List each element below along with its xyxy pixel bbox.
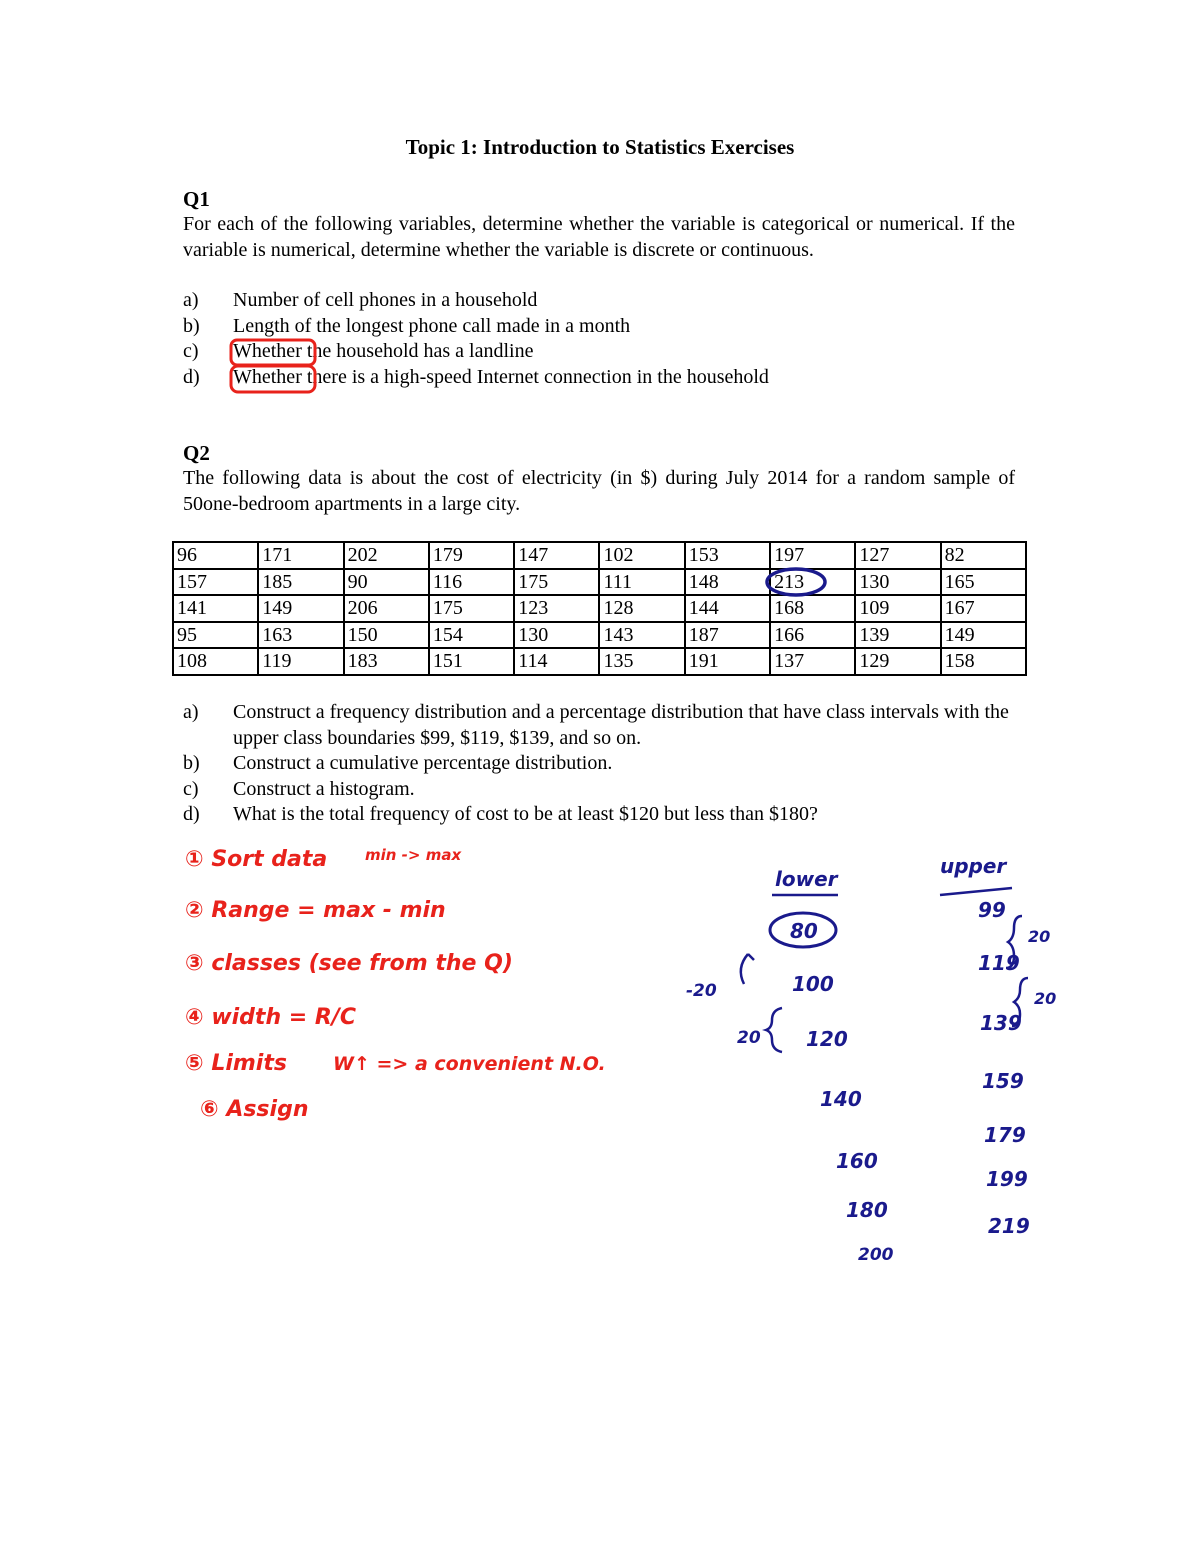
item-label: b) (183, 752, 200, 774)
item-text: Number of cell phones in a household (233, 289, 538, 311)
table-cell: 130 (514, 622, 599, 649)
annotation: -20 (686, 981, 717, 1001)
item-label: c) (183, 777, 199, 800)
q1-heading: Q1 (183, 187, 210, 211)
table-cell: 151 (429, 648, 514, 675)
table-cell: 168 (770, 595, 855, 622)
upper-value: 119 (978, 951, 1020, 975)
table-cell: 187 (685, 622, 770, 649)
item-text: Construct a cumulative percentage distribution. (233, 752, 613, 774)
note-step: ④ width = R/C (185, 1005, 356, 1030)
table-cell: 183 (344, 648, 429, 675)
q2-prompt: The following data is about the cost of electricity (in $) during July 2014 for a random sample of 50one-bedroom apartments in a large city. (183, 467, 1015, 515)
table-cell: 102 (599, 542, 684, 569)
table-cell: 116 (429, 569, 514, 596)
table-cell: 185 (258, 569, 343, 596)
table-cell: 139 (855, 622, 940, 649)
table-cell: 197 (770, 542, 855, 569)
item-text: Whether the household has a landline (233, 340, 534, 362)
item-text: Construct a frequency distribution and a percentage distribution that have class intervals with the upper class boundaries $99, $119, $139, and so on. (233, 701, 1009, 749)
table-cell: 82 (941, 542, 1026, 569)
table-cell: 167 (941, 595, 1026, 622)
upper-value: 179 (984, 1123, 1026, 1147)
upper-value: 199 (986, 1167, 1028, 1191)
table-cell: 144 (685, 595, 770, 622)
table-cell: 143 (599, 622, 684, 649)
item-label: a) (183, 289, 199, 311)
upper-value: 219 (988, 1214, 1030, 1238)
bracket-mark (766, 1008, 782, 1052)
table-cell: 206 (344, 595, 429, 622)
value-213-circle (767, 569, 825, 595)
lower-value: 100 (792, 972, 834, 996)
item-label: c) (183, 340, 199, 362)
item-text: Length of the longest phone call made in a month (233, 314, 631, 337)
item-label: d) (183, 803, 200, 825)
annotation: 20 (1034, 989, 1057, 1008)
lower-value: 180 (846, 1198, 888, 1222)
note-step: ① Sort data (185, 847, 328, 872)
q1-prompt: For each of the following variables, determine whether the variable is categorical or numerical. If the variable is numerical, determine whether the variable is discrete or continuous. (183, 213, 1015, 261)
table-cell: 141 (173, 595, 258, 622)
lower-value: 200 (858, 1245, 894, 1265)
note-step: ⑥ Assign (200, 1097, 309, 1122)
table-cell: 175 (429, 595, 514, 622)
annotation: 20 (737, 1028, 761, 1048)
table-cell: 90 (344, 569, 429, 596)
whether-highlight-c (231, 340, 315, 365)
table-cell: 96 (173, 542, 258, 569)
lower-heading: lower (775, 867, 838, 891)
upper-value: 159 (982, 1069, 1024, 1093)
note-step-extra: min -> max (365, 846, 462, 864)
table-cell: 127 (855, 542, 940, 569)
upper-value: 99 (978, 898, 1006, 922)
table-cell: 154 (429, 622, 514, 649)
item-text: Construct a histogram. (233, 777, 415, 800)
table-cell: 175 (514, 569, 599, 596)
table-cell: 148 (685, 569, 770, 596)
note-step-extra: W↑ => a convenient N.O. (333, 1053, 606, 1075)
table-cell: 128 (599, 595, 684, 622)
table-cell: 150 (344, 622, 429, 649)
table-cell: 135 (599, 648, 684, 675)
item-text: Whether there is a high-speed Internet connection in the household (233, 365, 769, 388)
lower-value: 160 (836, 1149, 878, 1173)
table-cell: 109 (855, 595, 940, 622)
note-step: ③ classes (see from the Q) (185, 951, 513, 976)
item-label: b) (183, 314, 200, 337)
table-cell: 123 (514, 595, 599, 622)
q2-heading: Q2 (183, 441, 210, 465)
lower-value: 140 (820, 1087, 862, 1111)
table-cell: 157 (173, 569, 258, 596)
table-cell: 149 (941, 622, 1026, 649)
table-cell: 114 (514, 648, 599, 675)
table-cell: 165 (941, 569, 1026, 596)
table-cell: 179 (429, 542, 514, 569)
upper-underline (940, 888, 1012, 895)
item-label: d) (183, 365, 200, 388)
table-cell: 137 (770, 648, 855, 675)
bracket-mark (741, 954, 754, 984)
table-cell: 191 (685, 648, 770, 675)
table-cell: 153 (685, 542, 770, 569)
item-text: What is the total frequency of cost to be at least $120 but less than $180? (233, 803, 818, 825)
table-cell: 111 (599, 569, 684, 596)
table-cell: 130 (855, 569, 940, 596)
item-label: a) (183, 701, 199, 723)
table-cell: 202 (344, 542, 429, 569)
table-cell: 129 (855, 648, 940, 675)
annotation: 20 (1028, 927, 1051, 946)
whether-highlight-d (231, 366, 315, 392)
table-cell: 158 (941, 648, 1026, 675)
lower-value: 120 (806, 1027, 848, 1051)
table-cell: 149 (258, 595, 343, 622)
note-step: ⑤ Limits (185, 1051, 287, 1076)
lower-value: 80 (790, 919, 818, 943)
note-step: ② Range = max - min (185, 898, 446, 923)
upper-heading: upper (940, 854, 1007, 878)
table-cell: 108 (173, 648, 258, 675)
table-cell: 213 (770, 569, 855, 596)
table-cell: 171 (258, 542, 343, 569)
document-title: Topic 1: Introduction to Statistics Exercises (405, 135, 795, 159)
table-cell: 147 (514, 542, 599, 569)
table-cell: 163 (258, 622, 343, 649)
table-cell: 95 (173, 622, 258, 649)
table-cell: 166 (770, 622, 855, 649)
upper-value: 139 (980, 1011, 1022, 1035)
table-cell: 119 (258, 648, 343, 675)
